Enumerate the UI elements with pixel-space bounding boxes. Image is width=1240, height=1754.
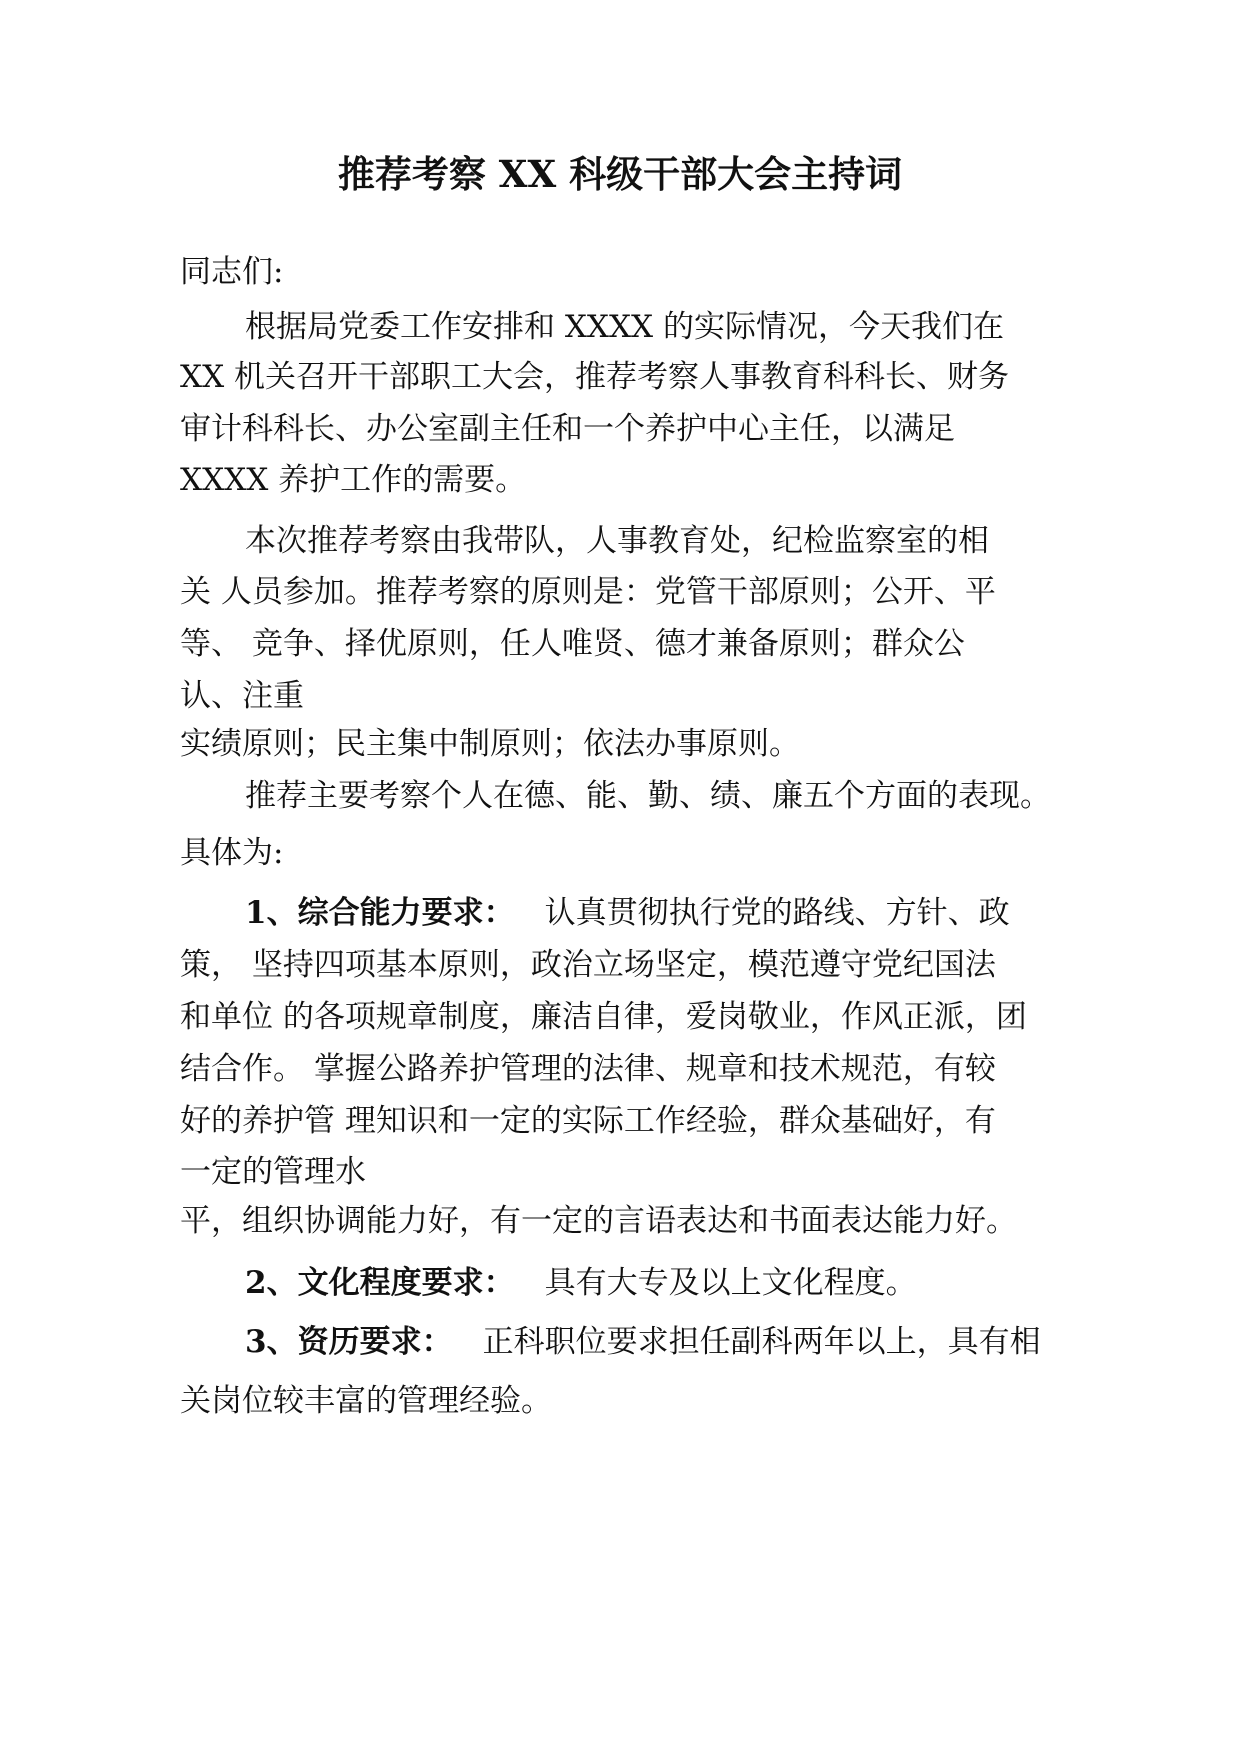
paragraph-line: XX 机关召开干部职工大会，推荐考察人事教育科科长、财务 bbox=[180, 359, 1009, 395]
requirement-heading: 1、综合能力要求： bbox=[245, 895, 515, 931]
requirement-text: 正科职位要求担任副科两年以上，具有相 bbox=[482, 1324, 1041, 1360]
paragraph-line: 好的养护管 理知识和一定的实际工作经验，群众基础好，有 bbox=[180, 1103, 996, 1139]
paragraph-line: 一定的管理水 bbox=[180, 1154, 366, 1190]
paragraph-line: 本次推荐考察由我带队，人事教育处，纪检监察室的相 bbox=[245, 523, 989, 559]
requirement-heading: 3、资历要求： bbox=[245, 1324, 453, 1360]
paragraph-line: 实绩原则；民主集中制原则；依法办事原则。 bbox=[180, 726, 800, 762]
paragraph-line: 和单位 的各项规章制度，廉洁自律，爱岗敬业，作风正派，团 bbox=[180, 999, 1027, 1035]
paragraph-line: 关 人员参加。推荐考察的原则是：党管干部原则；公开、平 bbox=[180, 574, 996, 610]
requirement-3 bbox=[245, 1322, 1041, 1362]
paragraph-line: 结合作。 掌握公路养护管理的法律、规章和技术规范，有较 bbox=[180, 1051, 996, 1087]
document-title: 推荐考察 XX 科级干部大会主持词 bbox=[337, 152, 903, 196]
paragraph-line: 平，组织协调能力好，有一定的言语表达和书面表达能力好。 bbox=[180, 1203, 1017, 1239]
salutation: 同志们: bbox=[180, 254, 284, 290]
paragraph-line: 具体为: bbox=[180, 835, 284, 871]
paragraph-line: 策， 坚持四项基本原则，政治立场坚定，模范遵守党纪国法 bbox=[180, 947, 996, 983]
paragraph-line: XXXX 养护工作的需要。 bbox=[180, 462, 527, 498]
paragraph-line: 关岗位较丰富的管理经验。 bbox=[180, 1383, 552, 1419]
paragraph-line: 根据局党委工作安排和 XXXX 的实际情况，今天我们在 bbox=[245, 309, 1004, 345]
requirement-text: 认真贯彻执行党的路线、方针、政 bbox=[544, 895, 1010, 931]
requirement-text: 具有大专及以上文化程度。 bbox=[544, 1265, 917, 1301]
paragraph-line: 等、 竞争、择优原则，任人唯贤、德才兼备原则；群众公 bbox=[180, 626, 965, 662]
requirement-heading: 2、文化程度要求： bbox=[245, 1265, 515, 1301]
requirement-2 bbox=[245, 1263, 917, 1303]
paragraph-line: 认、注重 bbox=[180, 678, 304, 714]
paragraph-line: 审计科科长、办公室副主任和一个养护中心主任，以满足 bbox=[180, 411, 955, 447]
requirement-1 bbox=[245, 893, 1010, 933]
paragraph-line: 推荐主要考察个人在德、能、勤、绩、廉五个方面的表现。 bbox=[245, 778, 1051, 814]
